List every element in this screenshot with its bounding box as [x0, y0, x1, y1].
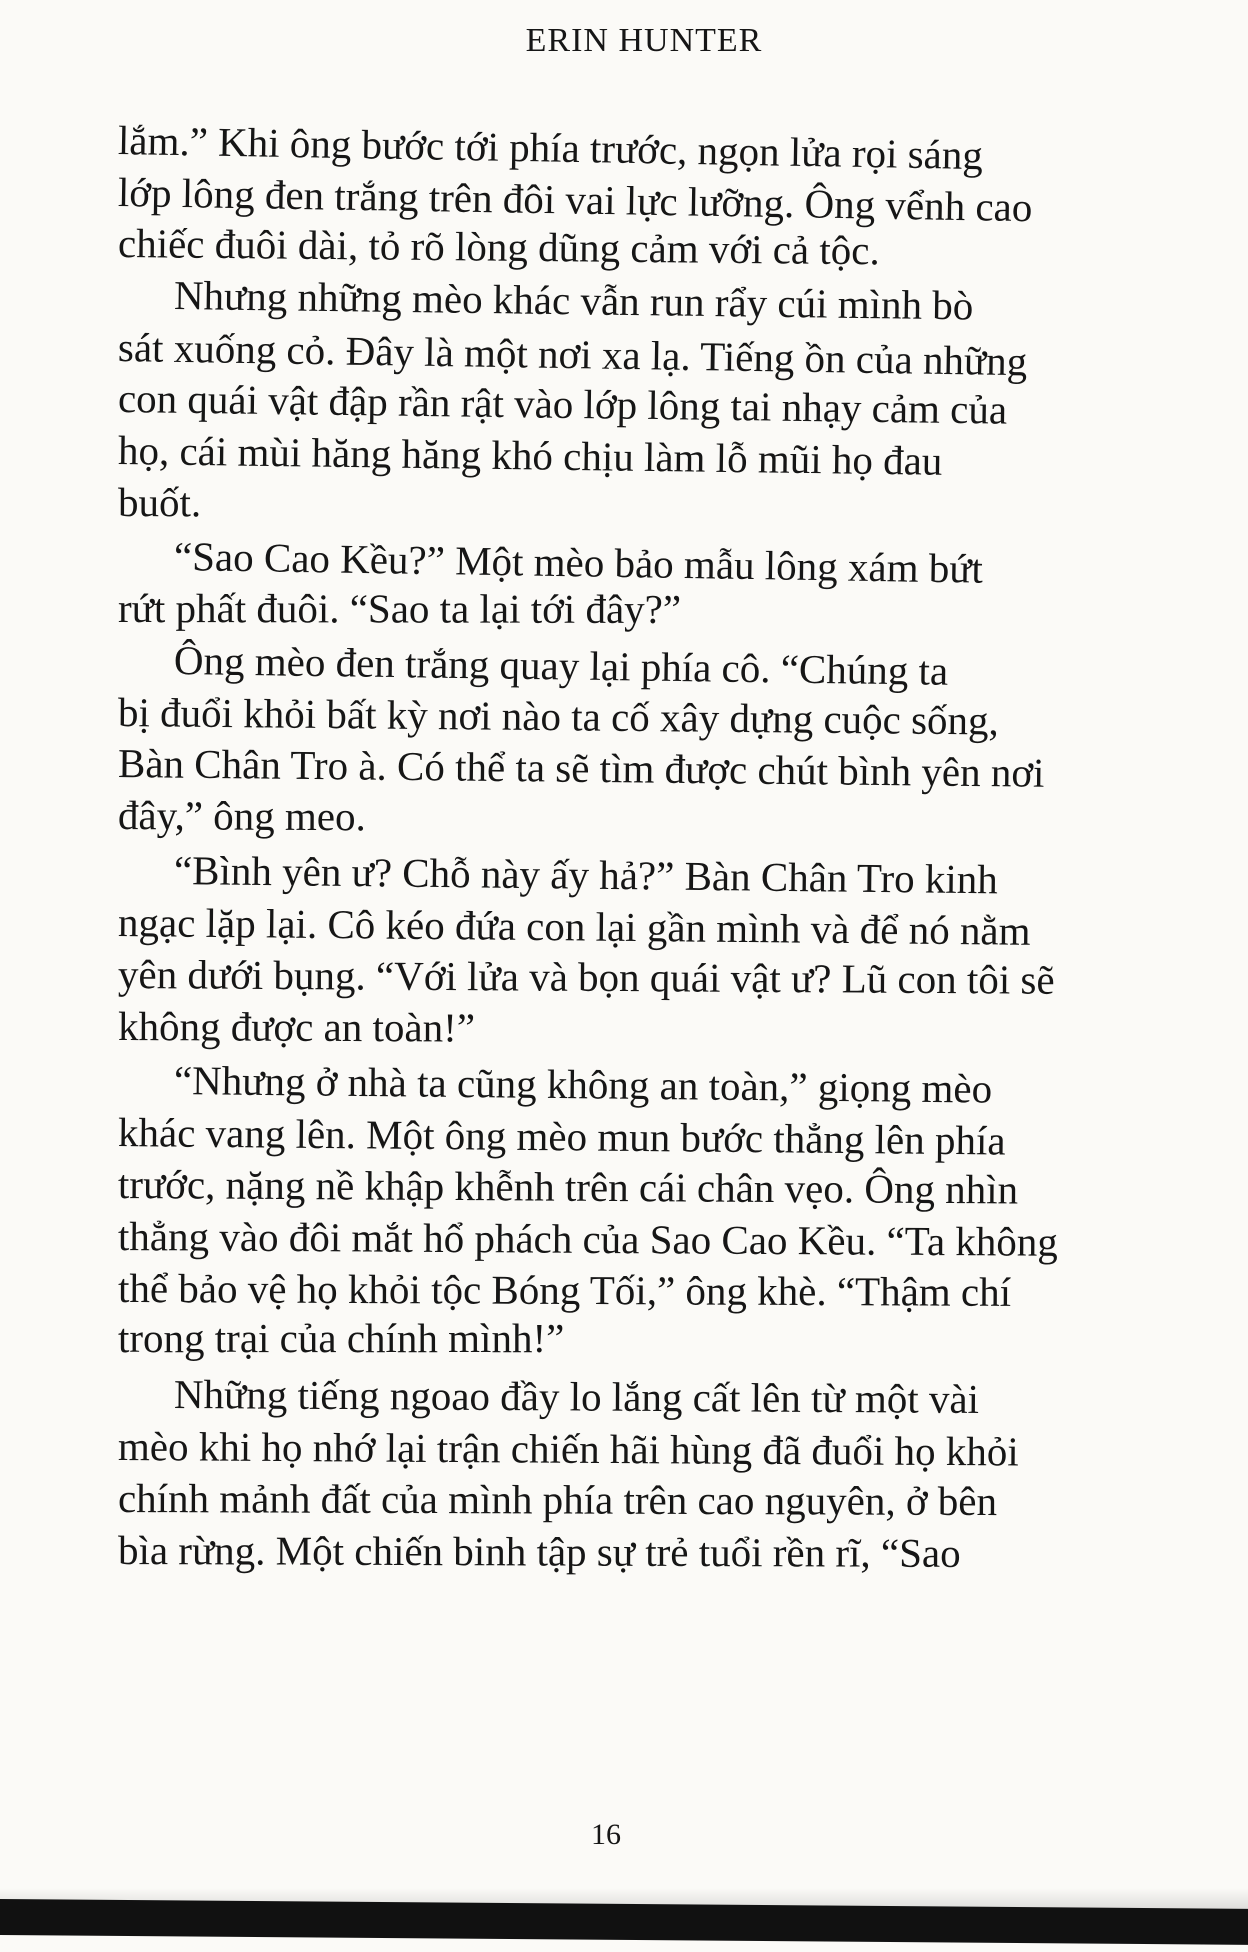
text-line-28: bìa rừng. Một chiến binh tập sự trẻ tuổi rền rĩ, “Sao [117, 1527, 961, 1576]
text-line-9: “Sao Cao Kều?” Một mèo bảo mẫu lông xám bứt [173, 533, 984, 592]
text-line-3: chiếc đuôi dài, tỏ rõ lòng dũng cảm với cả tộc. [117, 220, 880, 274]
text-line-17: yên dưới bụng. “Với lửa và bọn quái vật ư? Lũ con tôi sẽ [117, 951, 1055, 1003]
text-line-20: khác vang lên. Một ông mèo mun bước thẳng lên phía [117, 1109, 1006, 1164]
text-line-15: “Bình yên ư? Chỗ này ấy hả?” Bàn Chân Tro kinh [173, 847, 999, 903]
text-line-25: Những tiếng ngoao đầy lo lắng cất lên từ một vài [173, 1371, 980, 1422]
text-line-26: mèo khi họ nhớ lại trận chiến hãi hùng đã đuổi họ khỏi [117, 1423, 1019, 1475]
text-line-22: thẳng vào đôi mắt hổ phách của Sao Cao Kều. “Ta không [117, 1213, 1059, 1265]
text-line-24: trong trại của chính mình!” [118, 1315, 565, 1361]
text-line-18: không được an toàn!” [117, 1003, 476, 1051]
text-line-12: bị đuổi khỏi bất kỳ nơi nào ta cố xây dựng cuộc sống, [117, 689, 1000, 744]
running-header: ERIN HUNTER [525, 22, 763, 59]
text-line-6: con quái vật đập rần rật vào lớp lông tai nhạy cảm của [117, 375, 1008, 433]
text-line-14: đây,” ông meo. [117, 792, 366, 840]
text-line-21: trước, nặng nề khập khễnh trên cái chân vẹo. Ông nhìn [117, 1161, 1019, 1213]
text-line-1: lắm.” Khi ông bước tới phía trước, ngọn lửa rọi sáng [117, 117, 984, 179]
text-line-2: lớp lông đen trắng trên đôi vai lực lưỡng. Ông vểnh cao [117, 169, 1033, 231]
text-line-10: rứt phất đuôi. “Sao ta lại tới đây?” [117, 585, 682, 632]
text-line-19: “Nhưng ở nhà ta cũng không an toàn,” giọng mèo [173, 1057, 993, 1112]
text-line-11: Ông mèo đen trắng quay lại phía cô. “Chúng ta [173, 637, 949, 694]
text-line-8: buốt. [117, 479, 202, 526]
text-line-7: họ, cái mùi hăng hăng khó chịu làm lỗ mũi họ đau [117, 427, 943, 484]
text-line-13: Bàn Chân Tro à. Có thể ta sẽ tìm được chút bình yên nơi [117, 740, 1045, 796]
text-line-4: Nhưng những mèo khác vẫn run rẩy cúi mình bò [173, 272, 974, 329]
page-number: 16 [591, 1818, 621, 1851]
text-line-16: ngạc lặp lại. Cô kéo đứa con lại gần mình và để nó nằm [117, 899, 1031, 954]
text-line-27: chính mảnh đất của mình phía trên cao nguyên, ở bên [117, 1475, 998, 1525]
text-line-5: sát xuống cỏ. Đây là một nơi xa lạ. Tiếng ồn của những [117, 324, 1028, 385]
text-line-23: thể bảo vệ họ khỏi tộc Bóng Tối,” ông khè. “Thậm chí [117, 1265, 1012, 1315]
